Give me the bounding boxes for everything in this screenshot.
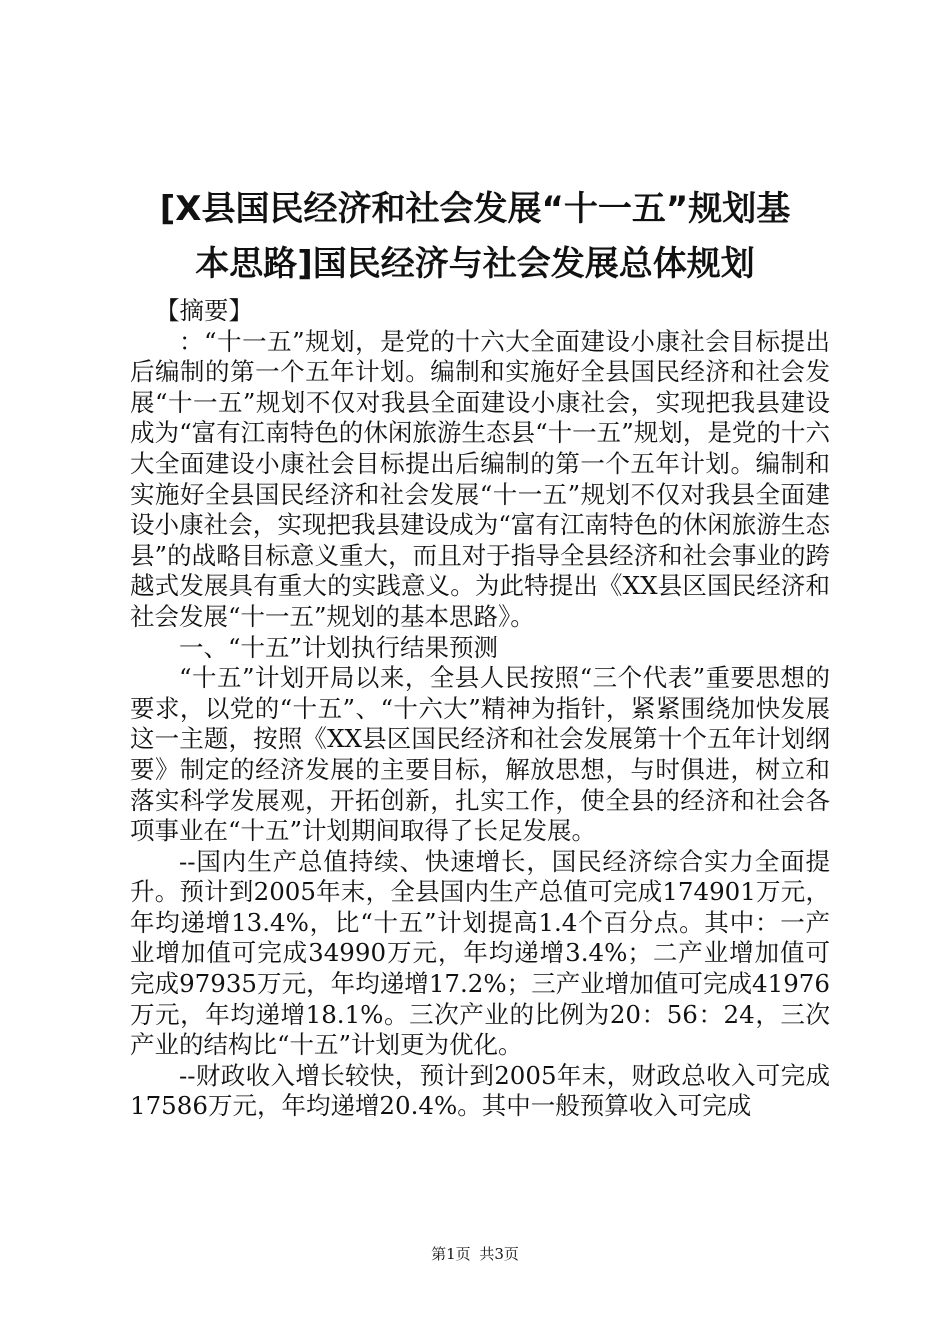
section-heading: 一、“十五”计划执行结果预测 bbox=[179, 632, 499, 662]
document-body bbox=[130, 296, 830, 1122]
document-title bbox=[120, 182, 830, 292]
title-line-1: [X县国民经济和社会发展“十一五”规划基 bbox=[159, 189, 791, 229]
body-paragraph: --国内生产总值持续、快速增长，国民经济综合实力全面提升。预计到2005年末，全县国内生产总值可完成174901万元，年均递增13.4%，比“十五”计划提高1.4个百分点。其中：一产业增加值可完成34990万元，年均递增3.4%；二产业增加值可完成97935万元，年均递增17.2%；三产业增加值可完成41976万元，年均递增18.1%。三次产业的比例为20：56：24，三次产业的结构比“十五”计划更为优化。 bbox=[130, 846, 830, 1060]
page-total: 共3页 bbox=[479, 1245, 519, 1263]
abstract-paragraph: ：“十一五”规划，是党的十六大全面建设小康社会目标提出后编制的第一个五年计划。编制和实施好全县国民经济和社会发展“十一五”规划不仅对我县全面建设小康社会，实现把我县建设成为“富有江南特色的休闲旅游生态县“十一五”规划，是党的十六大全面建设小康社会目标提出后编制的第一个五年计划。编制和实施好全县国民经济和社会发展“十一五”规划不仅对我县全面建设小康社会，实现把我县建设成为“富有江南特色的休闲旅游生态县”的战略目标意义重大，而且对于指导全县经济和社会事业的跨越式发展具有重大的实践意义。为此特提出《XX县区国民经济和社会发展“十一五”规划的基本思路》。 bbox=[130, 326, 830, 631]
page-footer bbox=[0, 1244, 950, 1264]
body-paragraph: --财政收入增长较快，预计到2005年末，财政总收入可完成17586万元，年均递增20.4%。其中一般预算收入可完成 bbox=[130, 1060, 830, 1121]
abstract-label: 【摘要】 bbox=[155, 296, 253, 325]
title-line-2: 本思路]国民经济与社会发展总体规划 bbox=[195, 244, 755, 284]
body-paragraph: “十五”计划开局以来，全县人民按照“三个代表”重要思想的要求，以党的“十五”、“十六大”精神为指针，紧紧围绕加快发展这一主题，按照《XX县区国民经济和社会发展第十个五年计划纲要》制定的经济发展的主要目标，解放思想，与时俱进，树立和落实科学发展观，开拓创新，扎实工作，使全县的经济和社会各项事业在“十五”计划期间取得了长足发展。 bbox=[130, 663, 830, 846]
page-number: 第1页 bbox=[431, 1245, 471, 1263]
